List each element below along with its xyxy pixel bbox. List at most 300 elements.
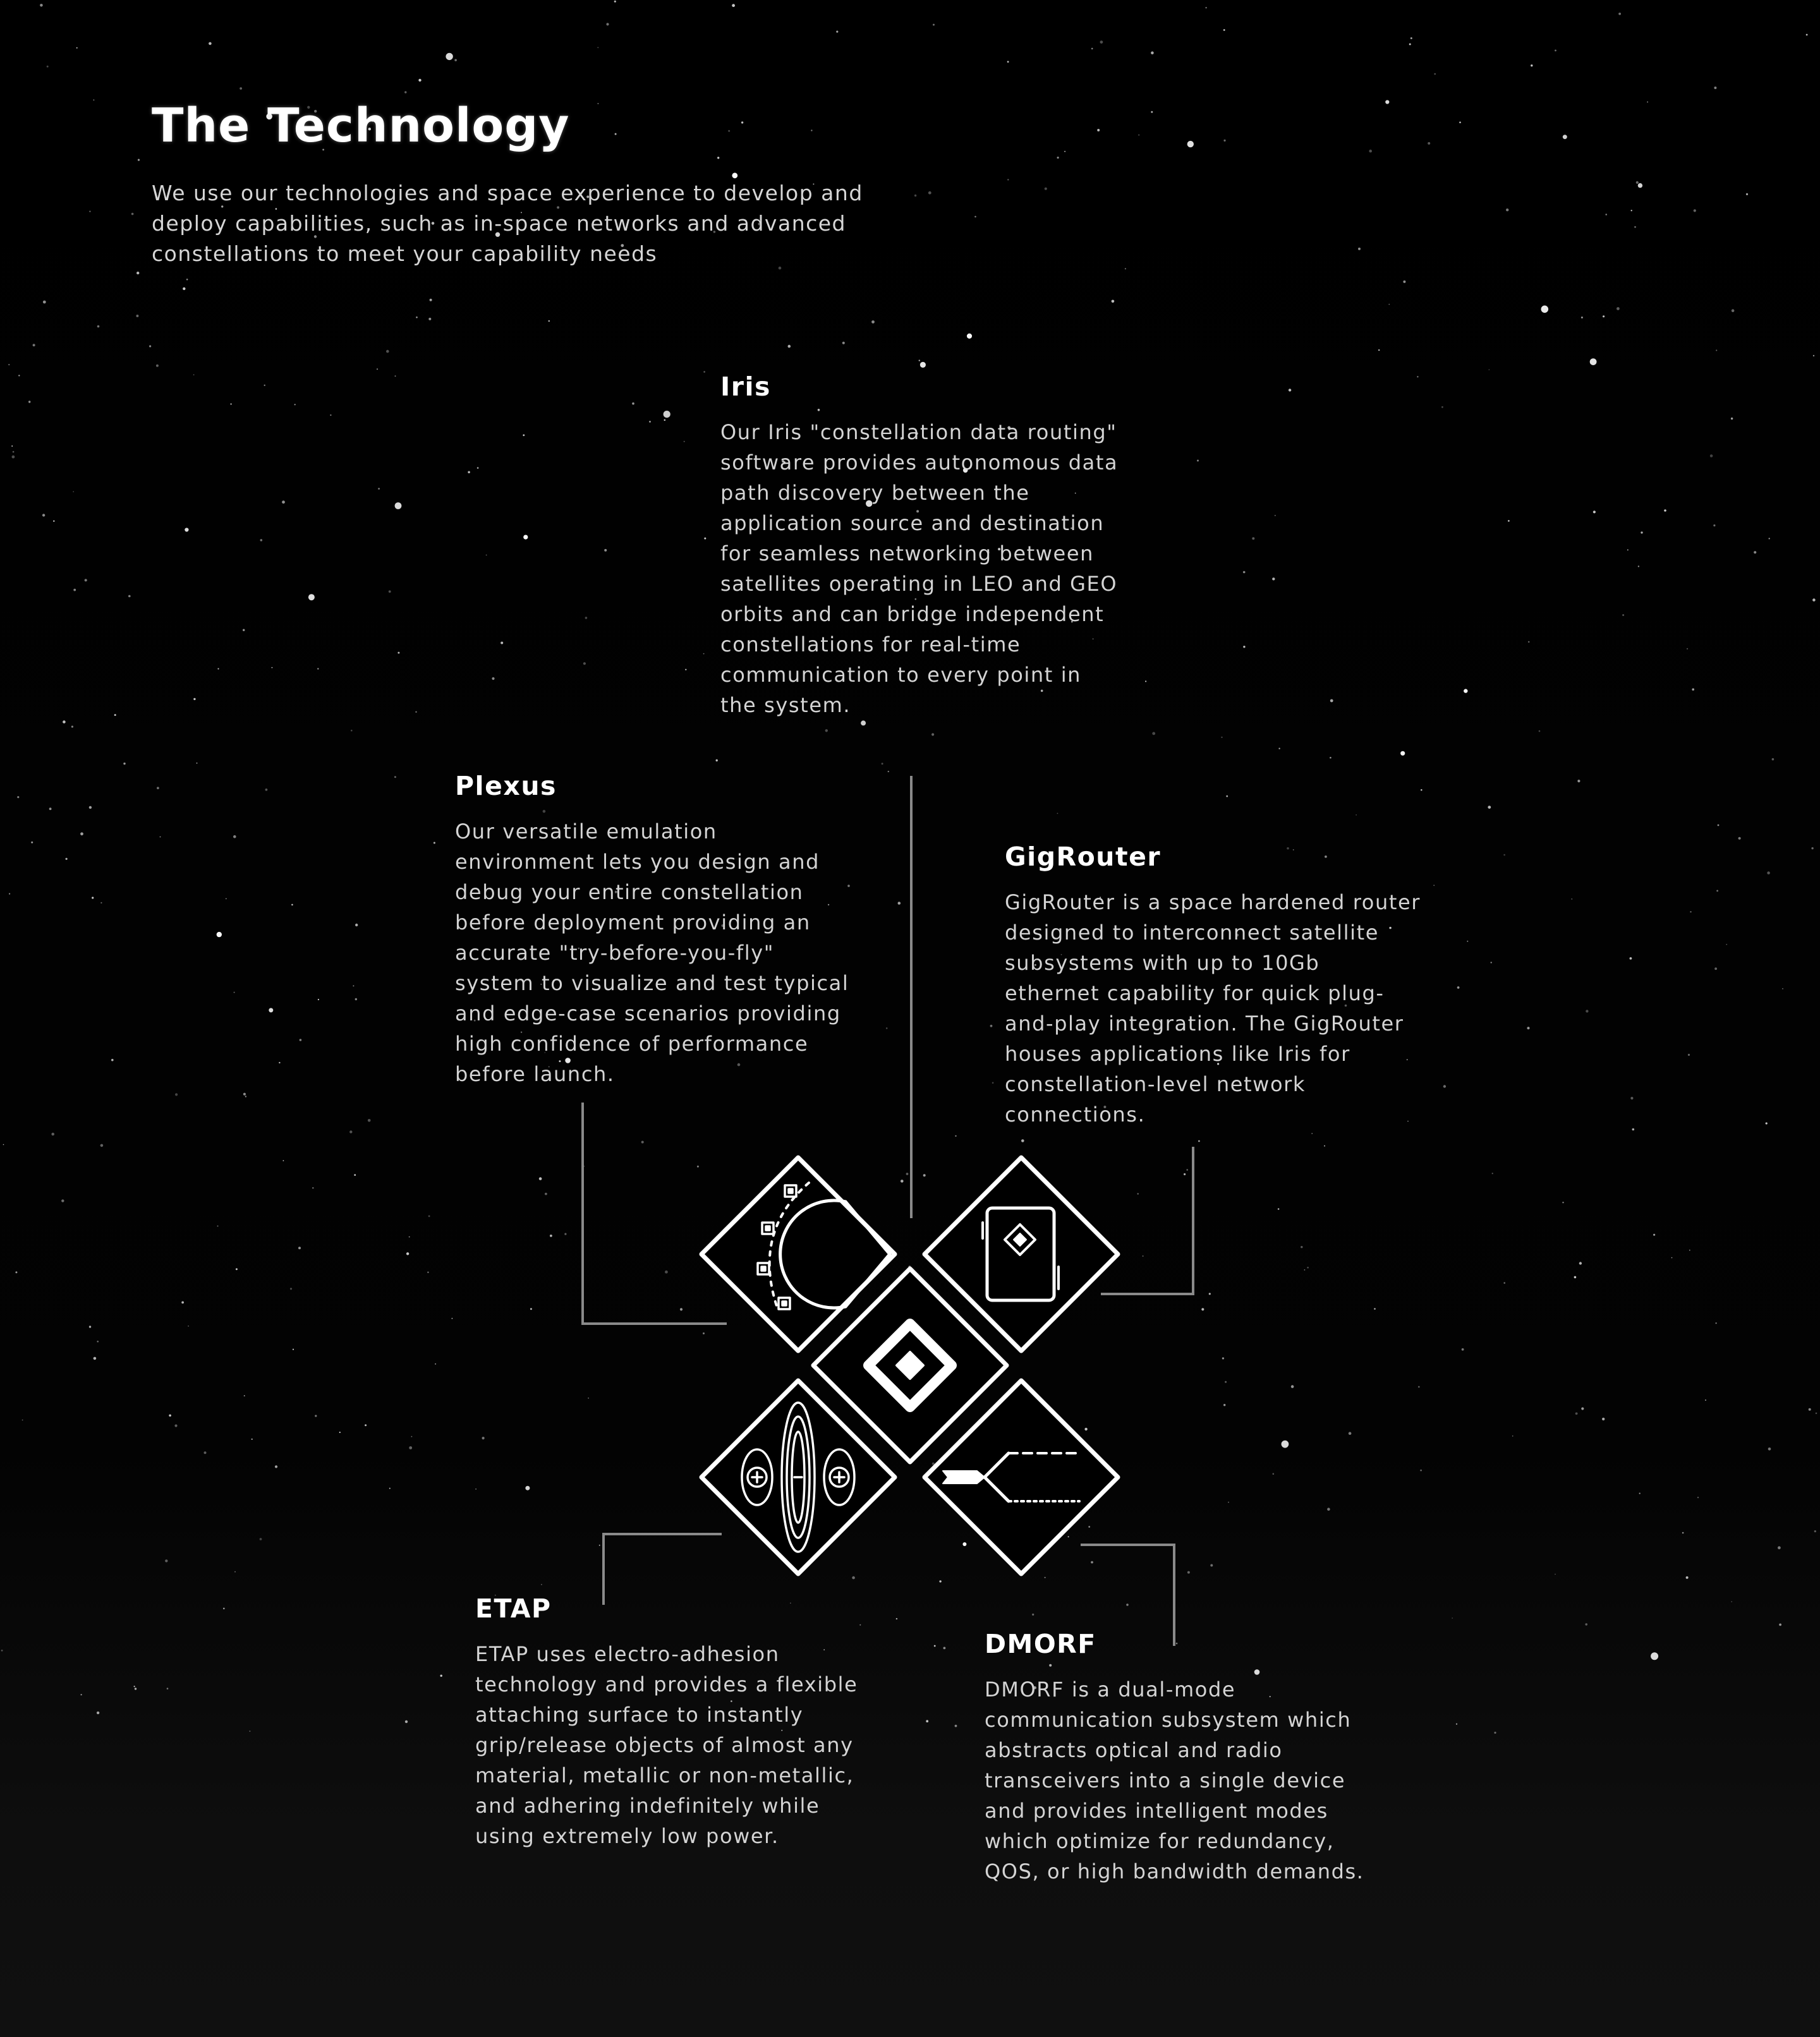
star bbox=[728, 130, 730, 132]
star bbox=[1151, 111, 1153, 113]
star bbox=[1327, 1508, 1330, 1511]
star bbox=[1651, 1652, 1658, 1660]
star bbox=[275, 1465, 277, 1468]
star bbox=[1716, 890, 1718, 892]
star bbox=[1273, 1473, 1275, 1475]
star bbox=[1184, 1173, 1186, 1175]
gigrouter-title: GigRouter bbox=[1005, 842, 1162, 872]
star bbox=[260, 1538, 262, 1540]
star bbox=[11, 445, 13, 447]
star bbox=[85, 579, 87, 581]
star bbox=[131, 213, 134, 215]
star bbox=[1205, 7, 1206, 8]
star bbox=[1602, 1418, 1605, 1420]
star bbox=[149, 345, 151, 347]
star bbox=[1575, 1412, 1578, 1415]
star bbox=[454, 59, 457, 61]
star bbox=[1433, 885, 1435, 886]
star bbox=[349, 1130, 352, 1133]
star bbox=[1769, 538, 1770, 539]
star bbox=[741, 121, 743, 123]
star bbox=[405, 1720, 408, 1723]
star bbox=[1647, 102, 1648, 103]
star bbox=[992, 1082, 994, 1084]
star bbox=[1, 1650, 3, 1652]
star bbox=[22, 1420, 23, 1421]
star bbox=[664, 411, 670, 418]
star bbox=[1091, 1561, 1093, 1564]
star bbox=[641, 1141, 644, 1144]
star bbox=[1088, 1526, 1090, 1528]
star bbox=[1494, 1732, 1496, 1734]
star bbox=[545, 1193, 547, 1195]
star bbox=[1639, 1493, 1641, 1494]
star bbox=[18, 375, 20, 376]
star bbox=[260, 539, 263, 541]
star bbox=[898, 902, 901, 905]
star bbox=[217, 932, 222, 937]
star bbox=[134, 1686, 135, 1687]
star bbox=[1632, 1128, 1635, 1131]
star bbox=[377, 368, 378, 370]
star bbox=[1782, 988, 1783, 989]
star bbox=[81, 1694, 82, 1695]
star bbox=[1812, 598, 1816, 601]
star bbox=[1488, 806, 1491, 809]
star bbox=[9, 893, 10, 895]
star bbox=[500, 642, 503, 644]
star bbox=[1410, 37, 1412, 39]
star bbox=[1688, 1054, 1690, 1056]
star bbox=[97, 1341, 99, 1343]
star bbox=[583, 662, 586, 665]
star bbox=[223, 1608, 225, 1610]
star bbox=[1641, 531, 1642, 533]
star bbox=[394, 776, 396, 778]
star bbox=[1126, 1604, 1129, 1606]
star bbox=[279, 1062, 280, 1063]
dmorf-block bbox=[985, 1629, 1383, 1887]
star bbox=[1590, 358, 1597, 365]
star bbox=[73, 589, 76, 591]
star bbox=[550, 1235, 552, 1237]
star bbox=[89, 806, 92, 809]
star bbox=[886, 1027, 888, 1029]
star bbox=[1278, 1208, 1280, 1210]
star bbox=[928, 191, 931, 195]
star bbox=[919, 360, 920, 361]
star bbox=[1452, 1617, 1453, 1619]
star bbox=[264, 385, 265, 386]
star bbox=[732, 4, 735, 7]
star bbox=[416, 317, 418, 318]
star bbox=[684, 441, 685, 442]
star bbox=[836, 31, 838, 33]
star bbox=[1634, 226, 1636, 228]
star bbox=[167, 1688, 169, 1689]
star bbox=[1690, 911, 1691, 912]
star bbox=[185, 528, 188, 531]
star bbox=[486, 555, 487, 556]
star bbox=[1555, 1574, 1556, 1575]
star bbox=[541, 1584, 542, 1585]
star bbox=[1403, 281, 1405, 283]
star bbox=[1223, 1404, 1225, 1406]
star bbox=[339, 1432, 341, 1433]
star bbox=[1503, 1282, 1505, 1284]
star bbox=[63, 720, 66, 723]
star bbox=[1418, 1386, 1420, 1388]
star bbox=[234, 1571, 236, 1573]
star bbox=[272, 667, 273, 668]
star bbox=[389, 590, 391, 593]
star bbox=[1527, 1027, 1529, 1029]
star bbox=[1417, 376, 1418, 377]
star bbox=[183, 287, 185, 290]
star bbox=[1388, 304, 1390, 305]
star bbox=[933, 24, 935, 26]
star bbox=[649, 421, 651, 423]
star bbox=[1531, 64, 1532, 66]
star bbox=[1358, 248, 1361, 250]
star bbox=[962, 1542, 966, 1546]
star bbox=[250, 1731, 251, 1732]
star bbox=[290, 1288, 292, 1290]
star bbox=[1409, 44, 1411, 45]
star bbox=[111, 1059, 114, 1061]
star bbox=[1710, 454, 1713, 457]
star bbox=[906, 1173, 909, 1175]
star bbox=[1630, 1097, 1633, 1099]
star bbox=[97, 1712, 99, 1714]
star bbox=[135, 1688, 136, 1689]
star bbox=[685, 669, 686, 670]
star bbox=[282, 500, 285, 504]
star bbox=[1555, 50, 1556, 52]
star bbox=[1420, 1470, 1422, 1472]
star bbox=[51, 1133, 54, 1136]
star bbox=[1400, 751, 1405, 756]
star bbox=[1638, 565, 1639, 567]
iris-description: Our Iris "constellation data routing" software provides autonomous data path discovery between the application source and destination for seamless networking between satellites operating in LEO and GEO orbits and can bridge independent constellations for real-time communication to every point in the system. bbox=[720, 420, 1119, 717]
star bbox=[123, 763, 125, 765]
star bbox=[1225, 1381, 1227, 1383]
star bbox=[355, 998, 357, 1000]
star bbox=[1374, 1308, 1376, 1310]
star bbox=[197, 763, 198, 764]
star bbox=[76, 47, 78, 49]
star bbox=[825, 729, 828, 732]
star bbox=[901, 1180, 904, 1183]
gigrouter-description: GigRouter is a space hardened router designed to interconnect satellite subsystems with up to 10Gb ethernet capability for quick plug-and-play integration. The GigRouter houses applications like Iris for constellation-level network connections. bbox=[1005, 890, 1421, 1127]
star bbox=[1324, 1145, 1325, 1147]
star bbox=[1228, 1502, 1229, 1503]
star bbox=[28, 401, 30, 402]
star bbox=[404, 91, 406, 93]
star bbox=[418, 79, 421, 82]
star bbox=[13, 451, 15, 453]
star bbox=[435, 1363, 436, 1365]
star bbox=[1541, 306, 1549, 313]
star bbox=[1021, 1139, 1024, 1142]
star bbox=[291, 904, 293, 906]
star bbox=[1138, 1193, 1139, 1194]
star bbox=[492, 677, 494, 680]
star bbox=[934, 1645, 936, 1647]
star bbox=[1539, 730, 1541, 732]
star bbox=[1731, 1601, 1732, 1602]
star bbox=[588, 1398, 589, 1399]
star bbox=[1636, 181, 1639, 184]
star bbox=[1617, 307, 1620, 310]
star bbox=[1512, 1436, 1514, 1437]
star bbox=[1252, 537, 1254, 540]
star bbox=[1007, 179, 1009, 180]
star bbox=[1768, 1448, 1771, 1451]
star bbox=[1462, 1348, 1464, 1351]
star bbox=[530, 1308, 532, 1310]
star bbox=[1330, 699, 1333, 703]
star bbox=[852, 1576, 855, 1580]
star bbox=[186, 279, 188, 281]
plexus-block bbox=[455, 771, 853, 1089]
star bbox=[411, 1436, 413, 1437]
star bbox=[943, 1647, 946, 1650]
star bbox=[409, 1446, 412, 1449]
star bbox=[1715, 1322, 1716, 1324]
star bbox=[1622, 614, 1624, 616]
star bbox=[389, 1488, 391, 1489]
star bbox=[1143, 1255, 1144, 1257]
star bbox=[452, 1318, 453, 1319]
star bbox=[1275, 515, 1276, 516]
star bbox=[1186, 1169, 1188, 1171]
star bbox=[294, 404, 296, 405]
star bbox=[427, 1272, 428, 1273]
star bbox=[697, 1166, 699, 1168]
star bbox=[523, 434, 525, 436]
star bbox=[1653, 1234, 1655, 1236]
star bbox=[8, 364, 9, 365]
star bbox=[136, 272, 139, 274]
star bbox=[1467, 941, 1468, 942]
star bbox=[428, 318, 431, 320]
star bbox=[1508, 520, 1510, 522]
star bbox=[89, 1326, 91, 1327]
star bbox=[1581, 317, 1583, 318]
star bbox=[1057, 157, 1059, 159]
star bbox=[1503, 854, 1505, 856]
star bbox=[378, 488, 380, 490]
star bbox=[703, 1333, 705, 1334]
star bbox=[269, 1008, 273, 1012]
star bbox=[1349, 1432, 1352, 1435]
star bbox=[1222, 1357, 1224, 1359]
star bbox=[89, 211, 90, 212]
star bbox=[703, 371, 705, 373]
star bbox=[386, 350, 389, 353]
star bbox=[664, 420, 666, 421]
star bbox=[614, 1, 616, 3]
star bbox=[243, 629, 245, 631]
star bbox=[1491, 962, 1492, 963]
star bbox=[1697, 1497, 1699, 1498]
star bbox=[549, 320, 550, 322]
star bbox=[165, 1559, 167, 1562]
star bbox=[1097, 129, 1100, 131]
star bbox=[1686, 1576, 1689, 1579]
star bbox=[1814, 1530, 1816, 1532]
star bbox=[308, 594, 315, 600]
star bbox=[80, 832, 83, 835]
star bbox=[1638, 183, 1642, 188]
star bbox=[1806, 34, 1808, 36]
star bbox=[1579, 1262, 1582, 1264]
star bbox=[1307, 1267, 1309, 1269]
star bbox=[330, 414, 331, 416]
star bbox=[1456, 1724, 1457, 1725]
star bbox=[1664, 509, 1666, 512]
star bbox=[174, 1424, 177, 1427]
star bbox=[582, 1165, 584, 1167]
star bbox=[598, 103, 599, 104]
etap-description: ETAP uses electro-adhesion technology and provides a flexible attaching surface to instantly grip/release objects of almost any material, metallic or non-metallic, and adhering indefinitely while using extremely low power. bbox=[475, 1642, 858, 1848]
plexus-description: Our versatile emulation environment lets you design and debug your entire constellation before deployment providing an accurate "try-before-you-fly" system to visualize and test typical and edge-case scenarios providing high confidence of performance before launch. bbox=[455, 819, 849, 1086]
star bbox=[967, 334, 972, 339]
star bbox=[1187, 141, 1194, 147]
star bbox=[397, 652, 399, 654]
star bbox=[1714, 87, 1716, 89]
star bbox=[265, 789, 268, 791]
star bbox=[47, 66, 49, 68]
star bbox=[1385, 100, 1389, 104]
star bbox=[1687, 648, 1688, 650]
star bbox=[1618, 13, 1621, 15]
star bbox=[1125, 268, 1126, 269]
star bbox=[1068, 1536, 1069, 1537]
star bbox=[665, 1271, 668, 1274]
star bbox=[40, 4, 43, 7]
star bbox=[1311, 1133, 1313, 1134]
star bbox=[788, 345, 791, 348]
star bbox=[317, 668, 318, 669]
star bbox=[1631, 210, 1632, 211]
star bbox=[842, 342, 845, 344]
star bbox=[1581, 1407, 1584, 1410]
star bbox=[298, 1247, 301, 1249]
star bbox=[1694, 209, 1696, 212]
star bbox=[1369, 150, 1372, 153]
star bbox=[312, 1187, 313, 1188]
star bbox=[482, 1437, 485, 1439]
star bbox=[680, 1308, 682, 1310]
etap-title: ETAP bbox=[475, 1593, 552, 1624]
star bbox=[395, 375, 396, 377]
star bbox=[920, 362, 926, 368]
star bbox=[1593, 511, 1596, 513]
star bbox=[217, 1226, 219, 1227]
star bbox=[169, 1415, 171, 1417]
star bbox=[128, 595, 131, 598]
star bbox=[73, 491, 74, 492]
star bbox=[1746, 193, 1748, 195]
star bbox=[217, 668, 219, 669]
star bbox=[1464, 689, 1467, 692]
star bbox=[33, 344, 35, 346]
star bbox=[1489, 369, 1490, 370]
star bbox=[1718, 825, 1720, 826]
star bbox=[1428, 142, 1430, 145]
star bbox=[1301, 1246, 1302, 1248]
star bbox=[1528, 641, 1530, 643]
star bbox=[138, 159, 140, 161]
star bbox=[1272, 577, 1275, 580]
star bbox=[939, 1580, 941, 1582]
star bbox=[1197, 460, 1199, 462]
star bbox=[1671, 1257, 1673, 1259]
star bbox=[1713, 524, 1715, 526]
star bbox=[226, 898, 227, 900]
star bbox=[911, 819, 913, 821]
star bbox=[955, 1135, 956, 1137]
star bbox=[351, 730, 353, 732]
star bbox=[428, 1215, 430, 1217]
star bbox=[240, 87, 242, 90]
star bbox=[15, 1271, 17, 1273]
star bbox=[1330, 757, 1332, 759]
star bbox=[475, 1489, 476, 1490]
star bbox=[1772, 758, 1774, 761]
star bbox=[811, 130, 812, 131]
star bbox=[100, 1144, 104, 1147]
star bbox=[1562, 1202, 1563, 1203]
star bbox=[861, 720, 866, 725]
star bbox=[61, 1199, 64, 1202]
star bbox=[157, 787, 159, 789]
star bbox=[244, 1395, 245, 1396]
section-title: The Technology bbox=[152, 99, 570, 153]
star bbox=[1243, 646, 1245, 648]
star bbox=[1289, 389, 1291, 391]
star bbox=[564, 1233, 566, 1235]
star bbox=[1689, 1250, 1690, 1251]
star bbox=[732, 172, 737, 178]
star bbox=[1187, 1571, 1190, 1574]
star bbox=[1816, 1413, 1817, 1415]
star bbox=[1603, 315, 1605, 317]
star bbox=[882, 763, 883, 765]
star bbox=[368, 1119, 371, 1122]
star bbox=[871, 320, 875, 323]
star bbox=[156, 365, 159, 367]
star bbox=[597, 47, 598, 48]
star bbox=[66, 858, 68, 860]
star bbox=[1045, 1577, 1046, 1578]
star bbox=[53, 521, 54, 522]
star bbox=[160, 837, 161, 838]
star bbox=[1779, 1624, 1781, 1626]
star bbox=[716, 759, 718, 761]
star bbox=[1732, 309, 1735, 312]
star bbox=[1574, 1276, 1577, 1279]
star bbox=[606, 23, 609, 25]
star bbox=[315, 1415, 317, 1417]
star bbox=[1809, 1408, 1811, 1411]
star bbox=[100, 902, 102, 904]
star bbox=[193, 698, 195, 700]
star bbox=[114, 714, 116, 716]
star bbox=[615, 133, 617, 135]
